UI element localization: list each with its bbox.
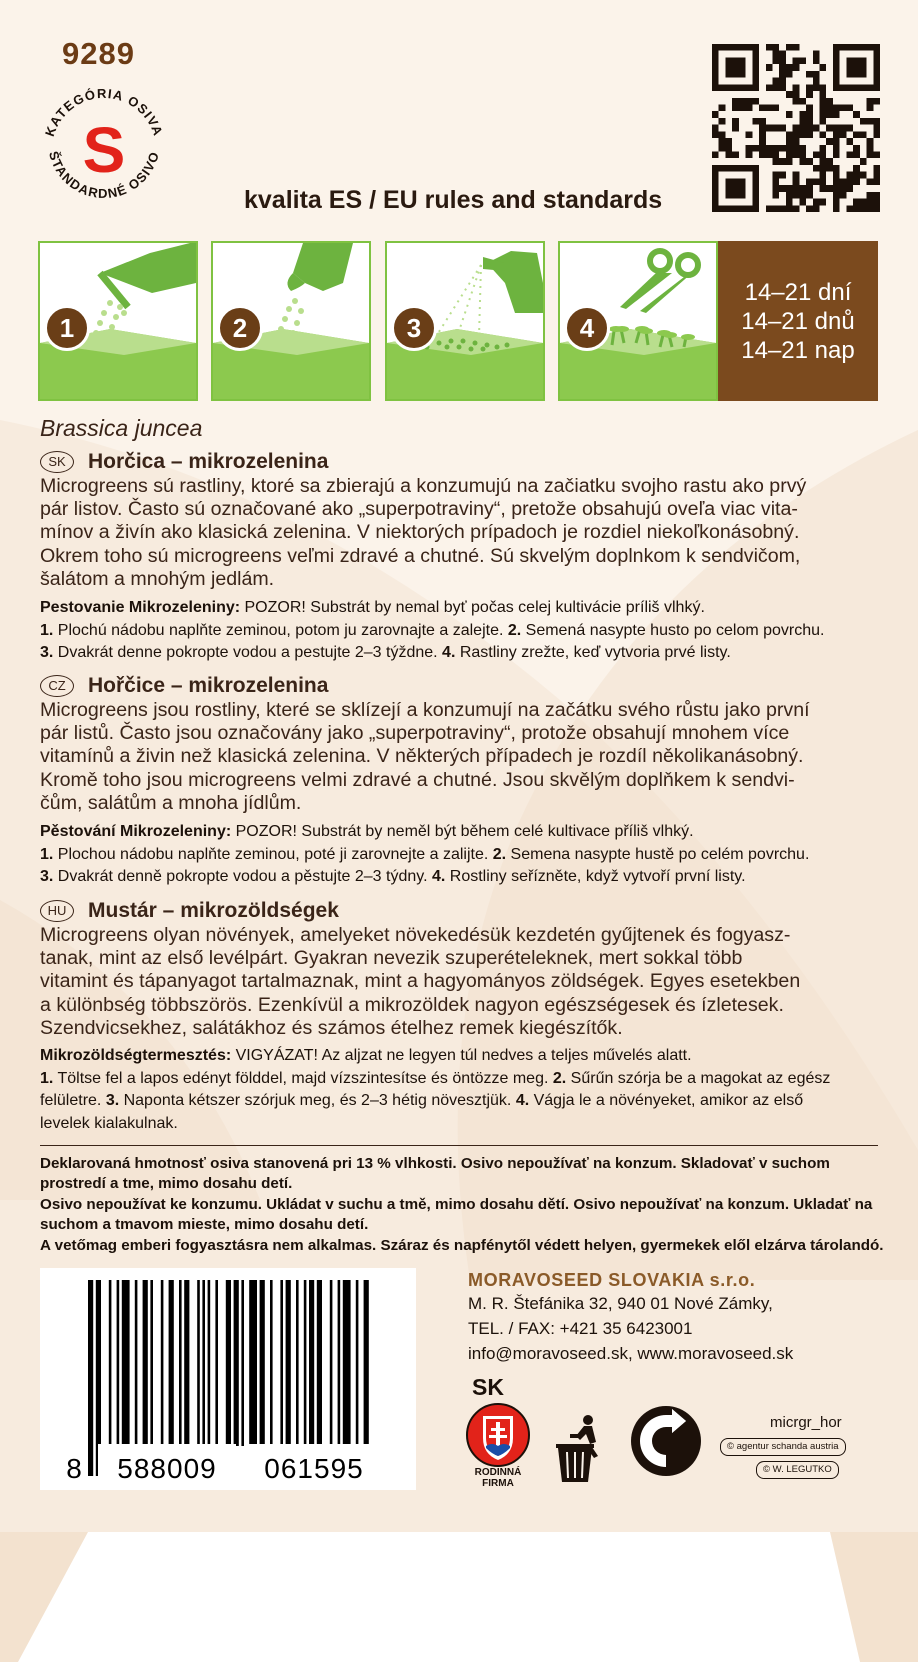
badge-bottom-text: ŠTANDARDNÉ OSIVO bbox=[45, 149, 163, 202]
barcode-bar bbox=[309, 1280, 314, 1446]
seed-category-badge bbox=[38, 80, 170, 212]
hu-cultivation-line: Mikrozöldségtermesztés: VIGYÁZAT! Az aljzat ne legyen túl nedves a teljes művelés alatt. bbox=[40, 1047, 692, 1064]
warning-line: suchom a tmavom mieste, mimo dosahu detí. bbox=[40, 1216, 369, 1234]
quality-standard: kvalita ES / EU rules and standards bbox=[244, 186, 663, 214]
cz-cultivation bbox=[40, 821, 885, 889]
cz-heading bbox=[40, 674, 885, 698]
hu-desc-line: Szendvicsekhez, salátákhoz és számos ételhez remek kiegészítők. bbox=[40, 1016, 623, 1039]
barcode-digits-right: 061595 bbox=[264, 1453, 364, 1484]
warning-line: Deklarovaná hmotnosť osiva stanovená pri 13 % vlhkosti. Osivo nepoužívať na konzum. Skladovať v suchom bbox=[40, 1155, 830, 1172]
product-number: 9289 bbox=[62, 36, 135, 71]
barcode-bar bbox=[226, 1280, 231, 1446]
company-name: MORAVOSEED SLOVAKIA s.r.o. bbox=[468, 1270, 756, 1290]
cz-description bbox=[40, 699, 885, 815]
days-sk: 14–21 dní bbox=[744, 278, 852, 306]
step-number: 2 bbox=[217, 305, 263, 351]
sk-flag: SK bbox=[40, 451, 74, 473]
days-cz: 14–21 dnů bbox=[741, 307, 855, 335]
sk-description bbox=[40, 475, 885, 591]
sk-desc-line: Microgreens sú rastliny, ktoré sa zbierajú a konzumujú na začiatku svojho rastu ako prvý bbox=[40, 475, 807, 497]
family-firm-label bbox=[462, 1467, 534, 1489]
cz-desc-line: vitamínů a živin než klasická zelenina. V některých případech je rozdíl několikanásobný. bbox=[40, 745, 804, 768]
hu-cultivation-line: 1. Töltse fel a lapos edényt földdel, majd vízszintesítse és öntözze meg. 2. Sűrűn szórja be a magokat az egész bbox=[40, 1069, 831, 1087]
germination-days bbox=[718, 241, 878, 401]
barcode-digit-first: 8 bbox=[66, 1453, 82, 1484]
cz-desc-line: pár listů. Často jsou označovány jako „superpotraviny“, protože obsahují mnohem více bbox=[40, 722, 790, 745]
barcode-bar bbox=[197, 1280, 200, 1446]
sk-desc-line: šalátom a mnohým jedlám. bbox=[40, 567, 275, 590]
family-label-line: RODINNÁ bbox=[474, 1467, 522, 1478]
barcode-bar bbox=[88, 1280, 93, 1476]
days-hu: 14–21 nap bbox=[741, 336, 855, 364]
barcode-bar bbox=[260, 1280, 265, 1446]
cz-title: Hořčice – mikrozelenina bbox=[88, 674, 329, 697]
step-1-water bbox=[38, 241, 198, 401]
step-number: 1 bbox=[44, 305, 90, 351]
badge-letter: S bbox=[82, 114, 126, 186]
barcode-bar bbox=[304, 1280, 307, 1446]
barcode-bar bbox=[215, 1280, 218, 1446]
sk-cultivation-line: 1. Plochú nádobu naplňte zeminou, potom ju zarovnajte a zalejte. 2. Semená nasypte husto po celom povrchu. bbox=[40, 621, 825, 639]
origin-country: SK bbox=[472, 1374, 504, 1400]
hu-description bbox=[40, 924, 885, 1040]
company-address: M. R. Štefánika 32, 940 01 Nové Zámky, bbox=[468, 1294, 773, 1313]
barcode-bar bbox=[169, 1280, 174, 1446]
barcode-bar bbox=[270, 1280, 273, 1446]
sk-cultivation-line: Pestovanie Mikrozeleniny: POZOR! Substrát by nemal byť počas celej kultivácie príliš vlhký. bbox=[40, 599, 705, 616]
barcode bbox=[40, 1268, 416, 1490]
barcode-bar bbox=[234, 1280, 239, 1446]
badge-top-text: KATEGÓRIA OSIVA bbox=[41, 85, 167, 139]
hu-desc-line: vitamint és tápanyagot tartalmaznak, mint a hagyományos zöldségek. Egyes esetekben bbox=[40, 970, 801, 993]
cz-cultivation-line: 3. Dvakrát denně pokropte vodou a pěstujte 2–3 týdny. 4. Rostliny seřízněte, když vytvoří první listy. bbox=[40, 868, 746, 885]
barcode-bar bbox=[356, 1280, 359, 1446]
hu-desc-line: Microgreens olyan növények, amelyeket növekedésük kezdetén gyűjtenek és fogyasz- bbox=[40, 924, 791, 946]
barcode-bar bbox=[338, 1280, 341, 1446]
product-code: micrgr_hor bbox=[770, 1414, 842, 1431]
warning-line: prostredí a tme, mimo dosahu detí. bbox=[40, 1175, 293, 1193]
barcode-digits-left: 588009 bbox=[117, 1453, 217, 1484]
warning-line: A vetőmag emberi fogyasztásra nem alkalmas. Száraz és napfénytől védett helyen, gyermekek elől elzárva tárolandó. bbox=[40, 1236, 884, 1254]
step-number: 4 bbox=[564, 305, 610, 351]
barcode-bar bbox=[330, 1280, 333, 1446]
sk-cultivation bbox=[40, 597, 885, 665]
hu-flag: HU bbox=[40, 900, 74, 922]
latin-name: Brassica juncea bbox=[40, 415, 203, 441]
hu-heading bbox=[40, 899, 885, 923]
barcode-bars bbox=[40, 1268, 416, 1490]
copyright-legutko: © W. LEGUTKO bbox=[756, 1461, 839, 1479]
hu-desc-line: a különbség többszörös. Ezenkívül a mikrozöldek nagyon egészségesek és ízletesek. bbox=[40, 993, 784, 1016]
sk-desc-line: pár listov. Často sú označované ako „superpotraviny“, pretože obsahujú oveľa viac vita- bbox=[40, 498, 798, 521]
hu-desc-line: tanak, mint az első levélpárt. Gyakran nevezik szuperételeknek, mert sokkal több bbox=[40, 947, 743, 970]
tidyman-recycle-icon bbox=[552, 1412, 608, 1484]
barcode-bar bbox=[161, 1280, 164, 1446]
barcode-bar bbox=[280, 1280, 283, 1446]
cz-flag: CZ bbox=[40, 675, 74, 697]
warning-line: Osivo nepoužívat ke konzumu. Ukládat v suchu a tmě, mimo dosahu dětí. Osivo nepoužívať na konzum. Ukladať na bbox=[40, 1195, 873, 1213]
step-3-spray bbox=[385, 241, 545, 401]
family-label-line: FIRMA bbox=[482, 1478, 514, 1489]
hu-title: Mustár – mikrozöldségek bbox=[88, 899, 339, 922]
step-number: 3 bbox=[391, 305, 437, 351]
company-web: info@moravoseed.sk, www.moravoseed.sk bbox=[468, 1344, 794, 1363]
sk-heading bbox=[40, 450, 885, 474]
barcode-bar bbox=[179, 1280, 182, 1446]
green-dot-icon bbox=[630, 1405, 702, 1477]
divider bbox=[40, 1145, 878, 1146]
cz-cultivation-line: 1. Plochou nádobu naplňte zeminou, poté ji zarovnejte a zalijte. 2. Semena nasypte hustě po celém povrchu. bbox=[40, 845, 810, 863]
hu-cultivation bbox=[40, 1045, 885, 1135]
cz-cultivation-line: Pěstování Mikrozeleniny: POZOR! Substrát by neměl být během celé kultivace příliš vlhký. bbox=[40, 823, 694, 840]
family-firm-emblem-icon bbox=[465, 1402, 531, 1468]
barcode-bar bbox=[286, 1280, 291, 1446]
copyright-schanda: © agentur schanda austria bbox=[720, 1438, 846, 1456]
barcode-bar bbox=[343, 1280, 351, 1446]
sk-desc-line: Okrem toho sú microgreens veľmi zdravé a chutné. Sú skvelým doplnkom k sendvičom, bbox=[40, 544, 801, 567]
barcode-bar bbox=[184, 1280, 189, 1446]
step-4-cut bbox=[558, 241, 718, 401]
barcode-bar bbox=[317, 1280, 322, 1446]
sk-title: Horčica – mikrozelenina bbox=[88, 450, 329, 473]
sk-cultivation-line: 3. Dvakrát denne pokropte vodou a pestujte 2–3 týždne. 4. Rastliny zrežte, keď vytvoria prvé listy. bbox=[40, 644, 731, 661]
company-phone: TEL. / FAX: +421 35 6423001 bbox=[468, 1319, 693, 1338]
barcode-bar bbox=[241, 1280, 244, 1446]
barcode-bar bbox=[122, 1280, 130, 1446]
barcode-bar bbox=[109, 1280, 112, 1446]
cz-desc-line: čům, salátům a mnoha jídlům. bbox=[40, 791, 302, 814]
step-2-sow bbox=[211, 241, 371, 401]
hu-cultivation-line: felületre. 3. Naponta kétszer szórjuk meg, és 2–3 hétig növesztjük. 4. Vágja le a növényeket, amikor az első bbox=[40, 1092, 804, 1109]
barcode-bar bbox=[117, 1280, 120, 1446]
barcode-bar bbox=[150, 1280, 153, 1446]
qr-code bbox=[712, 44, 880, 212]
barcode-bar bbox=[249, 1280, 257, 1446]
storage-warnings bbox=[40, 1154, 885, 1256]
barcode-bar bbox=[296, 1280, 299, 1446]
hu-cultivation-line: levelek kialakulnak. bbox=[40, 1114, 178, 1132]
barcode-bar bbox=[135, 1280, 138, 1446]
company-info bbox=[468, 1270, 793, 1366]
cz-desc-line: Kromě toho jsou microgreens velmi zdravé a chutné. Jsou skvělým doplňkem k sendvi- bbox=[40, 768, 795, 791]
barcode-bar bbox=[143, 1280, 148, 1446]
cz-desc-line: Microgreens jsou rostliny, které se sklízejí a konzumují na začátku svého růstu jako první bbox=[40, 699, 810, 721]
sk-desc-line: mínov a živín ako klasická zelenina. V niektorých prípadoch je rozdiel niekoľkonásobný. bbox=[40, 521, 800, 544]
